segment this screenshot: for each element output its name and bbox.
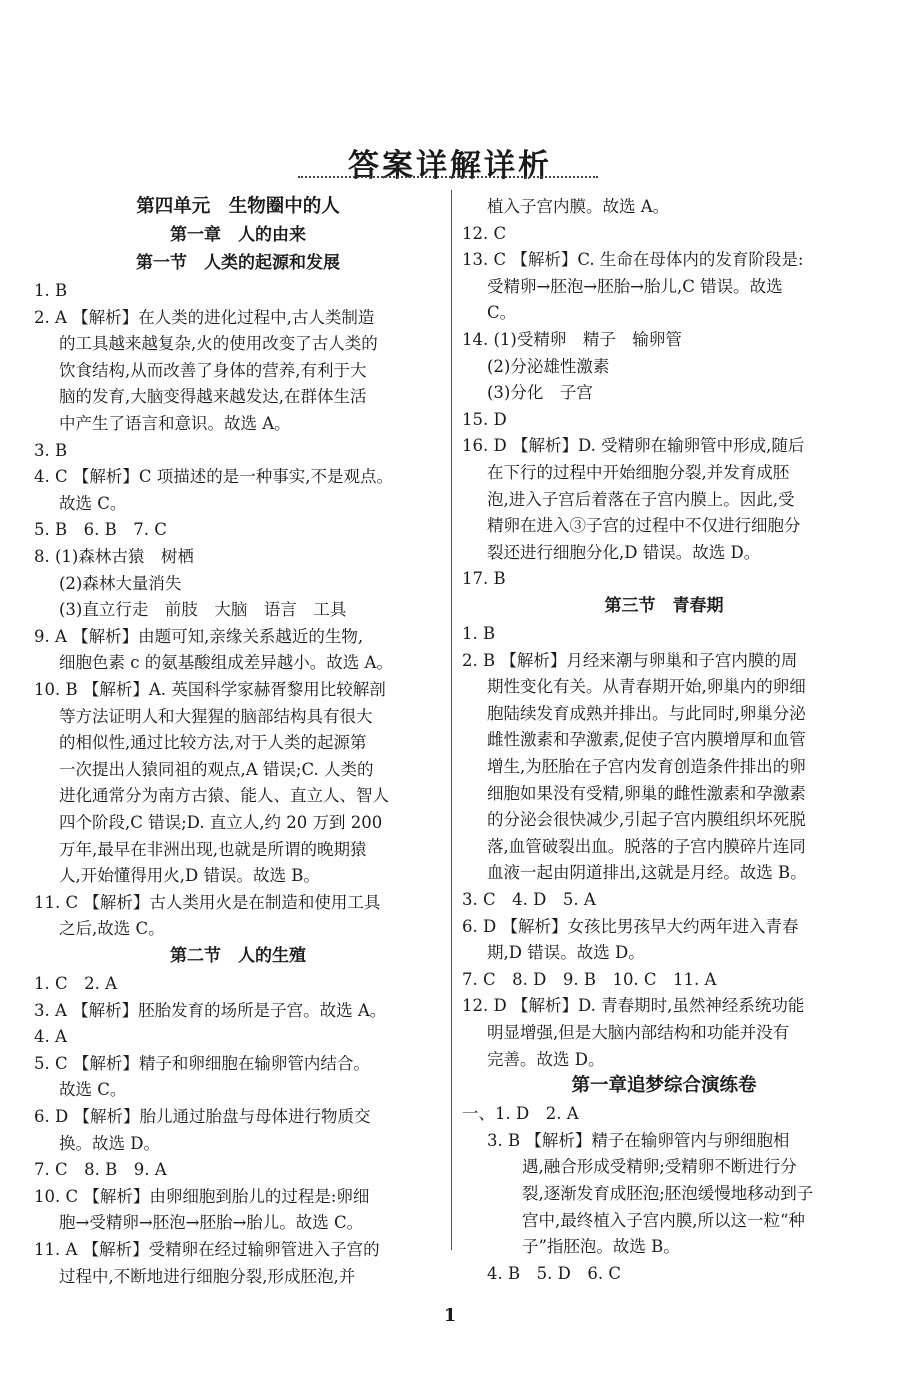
answer-line: 等方法证明人和大猩猩的脑部结构具有很大	[59, 706, 373, 726]
answer-line: C。	[487, 303, 517, 323]
answer-line: 换。故选 D。	[59, 1133, 160, 1153]
answer-line: 4. C 【解析】C 项描述的是一种事实,不是观点。	[34, 467, 393, 487]
answer-line: 的分泌会很快减少,引起子宫内膜组织坏死脱	[487, 810, 806, 830]
answer-line: 11. C 【解析】古人类用火是在制造和使用工具	[34, 892, 381, 912]
answer-line: 7. C 8. D 9. B 10. C 11. A	[462, 969, 717, 989]
answer-line: 故选 C。	[59, 1080, 127, 1100]
answer-line: 14. (1)受精卵 精子 输卵管	[462, 330, 682, 349]
answer-line: (2)森林大量消失	[59, 573, 182, 593]
answer-line: 13. C 【解析】C. 生命在母体内的发育阶段是:	[462, 250, 804, 270]
section-heading: 第一章追梦综合演练卷	[571, 1075, 757, 1097]
answer-line: 脑的发育,大脑变得越来越发达,在群体生活	[59, 387, 367, 407]
answer-line: 1. B	[462, 624, 496, 643]
answer-line: 8. (1)森林古猿 树栖	[34, 547, 194, 566]
answer-line: 落,血管破裂出血。脱落的子宫内膜碎片连同	[487, 836, 806, 856]
answer-line: 过程中,不断地进行细胞分裂,形成胚泡,并	[59, 1266, 356, 1286]
answer-line: (3)分化 子宫	[487, 383, 593, 403]
section-heading: 第四单元 生物圈中的人	[136, 196, 340, 217]
answer-line: 精卵在进入③子宫的过程中不仅进行细胞分	[487, 516, 801, 536]
answer-line: 增生,为胚胎在子宫内发育创造条件排出的卵	[487, 757, 806, 776]
section-heading: 第一节 人类的起源和发展	[136, 253, 340, 273]
page-number: 1	[443, 1305, 457, 1326]
answer-line: 5. C 【解析】精子和卵细胞在输卵管内结合。	[34, 1053, 370, 1073]
answer-line: 3. A 【解析】胚胎发育的场所是子宫。故选 A。	[34, 1000, 387, 1020]
answer-line: 植入子宫内膜。故选 A。	[487, 197, 670, 216]
answer-line: 中产生了语言和意识。故选 A。	[59, 414, 291, 433]
answer-line: 2. B 【解析】月经来潮与卵巢和子宫内膜的周	[462, 650, 798, 670]
answer-line: 在下行的过程中开始细胞分裂,并发育成胚	[487, 463, 790, 482]
answer-line: 10. C 【解析】由卵细胞到胎儿的过程是:卵细	[34, 1186, 370, 1206]
section-heading: 第一章 人的由来	[170, 225, 306, 245]
answer-line: 6. D 【解析】女孩比男孩早大约两年进入青春	[462, 916, 799, 936]
answer-line: 1. B	[34, 281, 68, 300]
answer-line: 期,D 错误。故选 D。	[487, 943, 645, 963]
answer-line: 泡,进入子宫后着落在子宫内膜上。因此,受	[487, 489, 795, 509]
title-underline	[298, 176, 598, 178]
answer-line: 15. D	[462, 409, 507, 429]
answer-line: 16. D 【解析】D. 受精卵在输卵管中形成,随后	[462, 436, 805, 456]
answer-line: 5. B 6. B 7. C	[34, 520, 167, 540]
answer-line: 7. C 8. B 9. A	[34, 1160, 167, 1180]
answer-line: 万年,最早在非洲出现,也就是所谓的晚期猿	[59, 839, 367, 859]
answer-line: 期性变化有关。从青春期开始,卵巢内的卵细	[487, 677, 806, 697]
answer-line: 1. C 2. A	[34, 974, 118, 993]
answer-line: 之后,故选 C。	[59, 919, 165, 939]
answer-line: 2. A 【解析】在人类的进化过程中,古人类制造	[34, 307, 375, 327]
answer-line: 细胞如果没有受精,卵巢的雌性激素和孕激素	[487, 783, 806, 803]
answer-line: 4. B 5. D 6. C	[487, 1263, 621, 1283]
answer-line: 胞→受精卵→胚泡→胚胎→胎儿。故选 C。	[59, 1213, 364, 1233]
section-heading: 第二节 人的生殖	[170, 946, 306, 966]
answer-line: 宫中,最终植入子宫内膜,所以这一粒“种	[522, 1210, 805, 1230]
page-title: 答案详解详析	[348, 148, 552, 184]
answer-line: 四个阶段,C 错误;D. 直立人,约 20 万到 200	[59, 813, 383, 832]
answer-line: 明显增强,但是大脑内部结构和功能并没有	[487, 1023, 790, 1042]
answer-line: 遇,融合形成受精卵;受精卵不断进行分	[522, 1157, 797, 1177]
answer-line: 10. B 【解析】A. 英国科学家赫胥黎用比较解剖	[34, 680, 386, 699]
answer-line: 的工具越来越复杂,火的使用改变了古人类的	[59, 334, 378, 354]
answer-line: 受精卵→胚泡→胚胎→胎儿,C 错误。故选	[487, 276, 783, 296]
answer-line: 6. D 【解析】胎儿通过胎盘与母体进行物质交	[34, 1107, 371, 1126]
answer-line: 3. C 4. D 5. A	[462, 890, 596, 909]
answer-line: 4. A	[34, 1027, 67, 1047]
answer-line: 饮食结构,从而改善了身体的营养,有利于大	[59, 360, 367, 380]
answer-line: 血液一起由阴道排出,这就是月经。故选 B。	[487, 863, 807, 883]
answer-line: 细胞色素 c 的氨基酸组成差异越小。故选 A。	[59, 653, 393, 673]
column-divider	[451, 190, 452, 1250]
answer-line: (3)直立行走 前肢 大脑 语言 工具	[59, 600, 347, 620]
answer-line: 9. A 【解析】由题可知,亲缘关系越近的生物,	[34, 626, 364, 646]
answer-line: 进化通常分为南方古猿、能人、直立人、智人	[59, 786, 389, 806]
answer-line: (2)分泌雄性激素	[487, 356, 610, 376]
answer-line: 裂,逐渐发育成胚泡;胚泡缓慢地移动到子	[522, 1184, 814, 1203]
answer-line: 3. B	[34, 440, 68, 460]
answer-line: 的相似性,通过比较方法,对于人类的起源第	[59, 733, 367, 753]
answer-line: 11. A 【解析】受精卵在经过输卵管进入子宫的	[34, 1240, 380, 1259]
answer-line: 完善。故选 D。	[487, 1049, 605, 1069]
answer-line: 故选 C。	[59, 493, 127, 513]
answer-line: 3. B 【解析】精子在输卵管内与卵细胞相	[487, 1130, 790, 1150]
answer-line: 雌性激素和孕激素,促使子宫内膜增厚和血管	[487, 730, 806, 750]
answer-line: 12. D 【解析】D. 青春期时,虽然神经系统功能	[462, 996, 805, 1016]
answer-line: 胞陆续发育成熟并排出。与此同时,卵巢分泌	[487, 703, 806, 723]
answer-line: 12. C	[462, 223, 507, 243]
answer-line: 17. B	[462, 569, 506, 589]
section-heading: 第三节 青春期	[604, 596, 724, 616]
answer-line: 一次提出人猿同祖的观点,A 错误;C. 人类的	[59, 759, 374, 779]
answer-line: 裂还进行细胞分化,D 错误。故选 D。	[487, 542, 761, 562]
answer-line: 人,开始懂得用火,D 错误。故选 B。	[59, 866, 320, 886]
answer-line: 子”指胚泡。故选 B。	[522, 1237, 680, 1257]
answer-line: 一、1. D 2. A	[462, 1104, 579, 1124]
